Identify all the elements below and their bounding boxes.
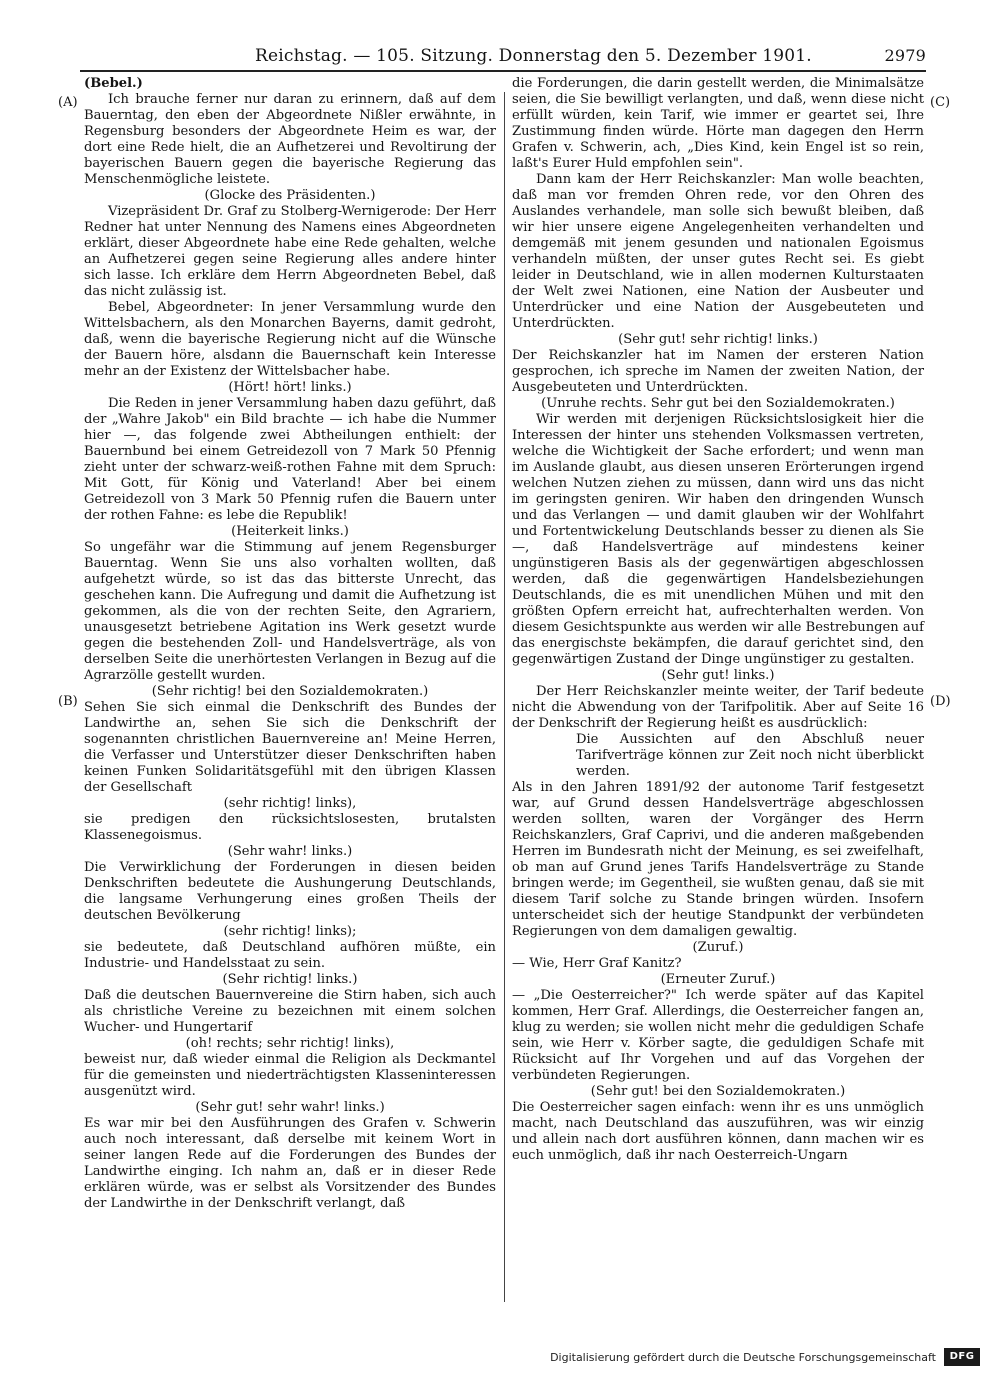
paragraph: sie bedeutete, daß Deutschland aufhören müßte, ein Industrie- und Handelsstaat zu sein. bbox=[84, 940, 496, 971]
interjection: (Heiterkeit links.) bbox=[231, 524, 349, 539]
paragraph: Sehen Sie sich einmal die Denkschrift des Bundes der Landwirthe an, sehen Sie sich die Denkschrift der sogenannten christlichen Bauernvereine an! Meine Herren, die Verfasser und Unterstützer dieser Denkschriften haben keinen Funken Solidaritätsgefühl mit den übrigen Klassen der Gesellschaft bbox=[84, 700, 496, 795]
interjection: (Sehr gut! sehr wahr! links.) bbox=[195, 1100, 385, 1115]
paragraph: Die Verwirklichung der Forderungen in diesen beiden Denkschriften bedeutete die Aushungerung Deutschlands, die langsame Verhungerung eines großen Theils der deutschen Bevölkerung bbox=[84, 860, 496, 923]
paragraph: Ich brauche ferner nur daran zu erinnern, daß auf dem Bauerntag, den eben der Abgeordnete Nißler erwähnte, in Regensburg besonders der Abgeordnete Heim es war, der dort eine Rede hielt, die an Aufhetzerei und Revoltirung der bayerischen Bauern gegen die bayerische Regierung das Menschenmögliche leistete. bbox=[84, 92, 496, 187]
interjection: (Unruhe rechts. Sehr gut bei den Sozialdemokraten.) bbox=[541, 396, 895, 411]
page-title: Reichstag. — 105. Sitzung. Donnerstag den 5. Dezember 1901. bbox=[255, 46, 812, 66]
interjection: (Glocke des Präsidenten.) bbox=[204, 188, 376, 203]
paragraph: Der Reichskanzler hat im Namen der ersteren Nation gesprochen, ich spreche im Namen der zweiten Nation, der Ausgebeuteten und Unterdrückten. bbox=[512, 348, 924, 395]
interjection: (Sehr gut! bei den Sozialdemokraten.) bbox=[590, 1084, 846, 1099]
paragraph: — „Die Oesterreicher?" Ich werde später auf das Kapitel kommen, Herr Graf. Allerdings, die Oesterreicher fangen an, klug zu werden; sie wollen nicht mehr die geduldigen Schafe sein, wie Herr v. Körber sagte, die geduldigen Schafe mit Rücksicht auf Ihr Vorgehen und auf das Vorgehen der verbündeten Regierungen. bbox=[512, 988, 924, 1083]
paragraph: Wir werden mit derjenigen Rücksichtslosigkeit hier die Interessen der hinter uns stehenden Volksmassen vertreten, welche die Wichtigkeit der Sache erfordert; und wenn man im Auslande glaubt, aus diesen unseren Erörterungen irgend welchen Nutzen ziehen zu müssen, dann wird uns das nicht im geringsten geniren. Wir haben den dringenden Wunsch und das Verlangen — und damit glauben wir der Wohlfahrt und Fortentwickelung Deutschlands besser zu dienen als Sie —, daß Handelsverträge auf mindestens keiner ungünstigeren Basis als der gegenwärtigen abgeschlossen werden, daß die gegenwärtigen Handelsbeziehungen Deutschlands, die es mit unendlichen Mühen und mit den größten Opfern erreicht hat, aufrechterhalten werden. Von diesem Gesichtspunkte aus werden wir alle Bestrebungen auf das energischste bekämpfen, die darauf gerichtet sind, den gegenwärtigen Zustand der Dinge ungünstiger zu gestalten. bbox=[512, 412, 924, 667]
interjection: (sehr richtig! links), bbox=[223, 796, 357, 811]
digitization-credit bbox=[550, 1348, 980, 1370]
margin-marker-d: (D) bbox=[930, 694, 951, 709]
interjection: (Sehr gut! sehr richtig! links.) bbox=[618, 332, 818, 347]
paragraph: Es war mir bei den Ausführungen des Grafen v. Schwerin auch noch interessant, daß derselbe mit keinem Wort in seiner langen Rede auf die Forderungen des Bundes der Landwirthe einging. Ich nahm an, daß er in dieser Rede erklären würde, was er selbst als Vorsitzender des Bundes der Landwirthe in der Denkschrift verlangt, daß bbox=[84, 1116, 496, 1211]
interjection: (Sehr richtig! bei den Sozialdemokraten.) bbox=[151, 684, 429, 699]
paragraph: So ungefähr war die Stimmung auf jenem Regensburger Bauerntag. Wenn Sie uns also vorhalten wollten, daß aufgehetzt würde, so ist das das bitterste Unrecht, das geschehen kann. Die Aufregung und damit die Aufhetzung ist gekommen, als die von der rechten Seite, den Agrariern, unausgesetzt betriebene Agitation ins Werk gesetzt wurde gegen die bestehenden Zoll- und Handelsverträge, als von derselben Seite die unerhörtesten Verlangen in Bezug auf die Agrarzölle gestellt wurden. bbox=[84, 540, 496, 683]
paragraph: Daß die deutschen Bauernvereine die Stirn haben, sich auch als christliche Vereine zu bezeichnen mit einem solchen Wucher- und Hungertarif bbox=[84, 988, 496, 1035]
interjection: (Sehr richtig! links.) bbox=[222, 972, 358, 987]
paragraph: Vizepräsident Dr. Graf zu Stolberg-Wernigerode: Der Herr Redner hat unter Nennung des Namens eines Abgeordneten erklärt, dieser Abgeordnete habe eine Rede gehalten, welche an Aufhetzerei gegen seine Regierung alles andere hinter sich lasse. Ich erkläre dem Herrn Abgeordneten Bebel, daß das nicht zulässig ist. bbox=[84, 204, 496, 299]
speaker-label: (Bebel.) bbox=[84, 76, 143, 91]
margin-marker-c: (C) bbox=[930, 95, 951, 110]
column-divider bbox=[504, 92, 505, 1302]
margin-marker-a: (A) bbox=[58, 95, 78, 110]
paragraph: Die Reden in jener Versammlung haben dazu geführt, daß der „Wahre Jakob" ein Bild brachte — ich habe die Nummer hier —, das folgende zwei Abtheilungen enthielt: der Bauernbund bei einem Getreidezoll von 7 Mark 50 Pfennig zieht unter der schwarz-weiß-rothen Fahne mit dem Spruch: Mit Gott, für König und Vaterland! Aber bei einem Getreidezoll von 3 Mark 50 Pfennig rufen die Bauern unter der rothen Fahne: es lebe die Republik! bbox=[84, 396, 496, 523]
interjection: (oh! rechts; sehr richtig! links), bbox=[185, 1036, 395, 1051]
header-rule bbox=[80, 70, 926, 72]
interjection: (Erneuter Zuruf.) bbox=[660, 972, 776, 987]
right-column bbox=[512, 76, 924, 1164]
margin-marker-b: (B) bbox=[58, 694, 78, 709]
interjection: (sehr richtig! links); bbox=[223, 924, 357, 939]
page-number: 2979 bbox=[884, 46, 926, 65]
paragraph: Als in den Jahren 1891/92 der autonome Tarif festgesetzt war, auf Grund dessen Handelsverträge abgeschlossen werden sollten, waren der Vorgänger des Herrn Reichskanzlers, Graf Caprivi, und die anderen maßgebenden Herren im Bundesrath nicht der Meinung, es sei zweifelhaft, ob man auf Grund jenes Tarifs Handelsverträge zu Stande bringen werde; im Gegentheil, sie wußten genau, daß sie mit diesem Tarif solche zu Stande bringen würden. Insofern unterscheidet sich der heutige Standpunkt der verbündeten Regierungen von dem damaligen gewaltig. bbox=[512, 780, 924, 939]
page-header bbox=[80, 46, 926, 72]
paragraph: die Forderungen, die darin gestellt werden, die Minimalsätze seien, die Sie bewilligt verlangten, und daß, wenn diese nicht erfüllt würden, kein Tarif, wie immer er geartet sei, Ihre Zustimmung finden würde. Hörte man dagegen den Herrn Grafen v. Schwerin, ach, „Dies Kind, kein Engel ist so rein, laßt's Eurer Huld empfohlen sein". bbox=[512, 76, 924, 171]
paragraph: sie predigen den rücksichtslosesten, brutalsten Klassenegoismus. bbox=[84, 812, 496, 843]
dfg-logo: DFG bbox=[944, 1348, 980, 1366]
left-column bbox=[84, 76, 496, 1212]
paragraph: Der Herr Reichskanzler meinte weiter, der Tarif bedeute nicht die Abwendung von der Tarifpolitik. Aber auf Seite 16 der Denkschrift der Regierung heißt es ausdrücklich: bbox=[512, 684, 924, 731]
paragraph: beweist nur, daß wieder einmal die Religion als Deckmantel für die gemeinsten und niederträchtigsten Klasseninteressen ausgenützt wird. bbox=[84, 1052, 496, 1099]
paragraph: Dann kam der Herr Reichskanzler: Man wolle beachten, daß man vor fremden Ohren rede, vor den Ohren des Auslandes verhandele, man solle sich bewußt bleiben, daß wir hier unsere eigene Angelegenheiten verhandelten und demgemäß mit jenem gesunden und nationalen Egoismus verhandeln müßten, der unser gutes Recht sei. Es giebt leider in Deutschland, wie in allen modernen Kulturstaaten der Welt zwei Nationen, eine Nation der Ausbeuter und Unterdrücker und eine Nation der Ausgebeuteten und Unterdrückten. bbox=[512, 172, 924, 331]
interjection: (Sehr gut! links.) bbox=[661, 668, 775, 683]
paragraph: — Wie, Herr Graf Kanitz? bbox=[512, 956, 682, 971]
interjection: (Hört! hört! links.) bbox=[228, 380, 352, 395]
interjection: (Zuruf.) bbox=[692, 940, 744, 955]
paragraph: Bebel, Abgeordneter: In jener Versammlung wurde den Wittelsbachern, als den Monarchen Bayerns, damit gedroht, daß, wenn die bayerische Regierung nicht auf die Wünsche der Bauern höre, alsdann die Bauernschaft kein Interesse mehr an der Existenz der Wittelsbacher habe. bbox=[84, 300, 496, 379]
credit-text: Digitalisierung gefördert durch die Deutsche Forschungsgemeinschaft bbox=[550, 1351, 936, 1364]
paragraph: Die Oesterreicher sagen einfach: wenn ihr es uns unmöglich macht, nach Deutschland das auszuführen, was wir einzig und allein nach dort ausführen können, dann machen wir es euch unmöglich, daß ihr nach Oesterreich-Ungarn bbox=[512, 1100, 924, 1163]
interjection: (Sehr wahr! links.) bbox=[227, 844, 353, 859]
block-quote: Die Aussichten auf den Abschluß neuer Tarifverträge können zur Zeit noch nicht überblickt werden. bbox=[576, 732, 924, 779]
